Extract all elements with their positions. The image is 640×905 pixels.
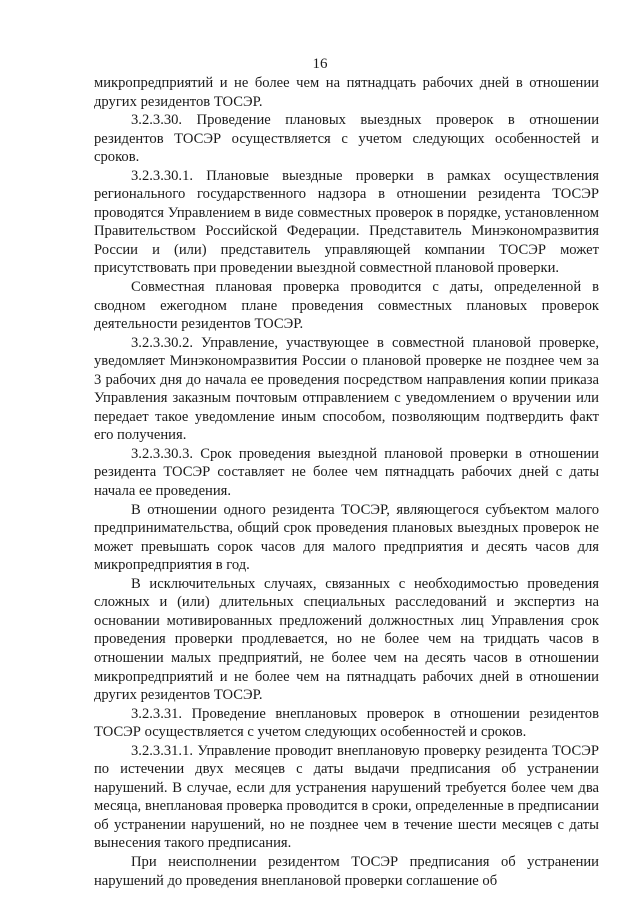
paragraph-3-2-3-30-3: 3.2.3.30.3. Срок проведения выездной плановой проверки в отношении резидента ТОСЭР составляет не более чем пятнадцать рабочих дней с даты начала ее проведения.	[94, 445, 599, 500]
paragraph-3-2-3-30-2: 3.2.3.30.2. Управление, участвующее в совместной плановой проверке, уведомляет Минэкономразвития России о плановой проверке не позднее чем за 3 рабочих дня до начала ее проведения посредством направления копии приказа Управления заказным почтовым отправлением с уведомлением о вручении или передает такое уведомление иным способом, позволяющим подтвердить факт его получения.	[94, 334, 599, 444]
paragraph-continuation: микропредприятий и не более чем на пятнадцать рабочих дней в отношении других резидентов ТОСЭР.	[94, 75, 599, 110]
paragraph-3-2-3-30-1: 3.2.3.30.1. Плановые выездные проверки в рамках осуществления регионального государственного надзора в отношении резидента ТОСЭР проводятся Управлением в виде совместных проверок в порядке, установленном Правительством Российской Федерации. Представитель Минэкономразвития России и (или) представитель управляющей компании ТОСЭР может присутствовать при проведении выездной совместной плановой проверки.	[94, 167, 599, 277]
paragraph-3-2-3-31: 3.2.3.31. Проведение внеплановых проверок в отношении резидентов ТОСЭР осуществляется с учетом следующих особенностей и сроков.	[94, 705, 599, 741]
paragraph-joint-inspection: Совместная плановая проверка проводится с даты, определенной в сводном ежегодном плане проведения совместных плановых проверок деятельности резидентов ТОСЭР.	[94, 279, 599, 333]
page-number: 16	[312, 56, 328, 72]
body-text	[94, 74, 599, 890]
paragraph-non-compliance: При неисполнении резидентом ТОСЭР предписания об устранении нарушений до проведения внеплановой проверки соглашение об	[94, 853, 599, 889]
paragraph-exceptional-cases: В исключительных случаях, связанных с необходимостью проведения сложных и (или) длительных специальных расследований и экспертиз на основании мотивированных предложений должностных лиц Управления срок проведения проверки продлевается, но не более чем на тридцать часов в отношении малых предприятий, не более чем на десять часов в отношении микропредприятий и не более чем на пятнадцать рабочих дней в отношении других резидентов ТОСЭР.	[94, 575, 599, 704]
paragraph-3-2-3-30: 3.2.3.30. Проведение плановых выездных проверок в отношении резидентов ТОСЭР осуществляется с учетом следующих особенностей и сроков.	[94, 112, 599, 166]
paragraph-small-business: В отношении одного резидента ТОСЭР, являющегося субъектом малого предпринимательства, общий срок проведения плановых выездных проверок не может превышать сорок часов для малого предприятия и десять часов для микропредприятия в год.	[94, 501, 599, 574]
paragraph-3-2-3-31-1: 3.2.3.31.1. Управление проводит внеплановую проверку резидента ТОСЭР по истечении двух месяцев с даты выдачи предписания об устранении нарушений. В случае, если для устранения нарушений требуется более чем два месяца, внеплановая проверка проводится в сроки, определенные в предписании об устранении нарушений, но не позднее чем в течение шести месяцев с даты вынесения такого предписания.	[94, 742, 599, 852]
